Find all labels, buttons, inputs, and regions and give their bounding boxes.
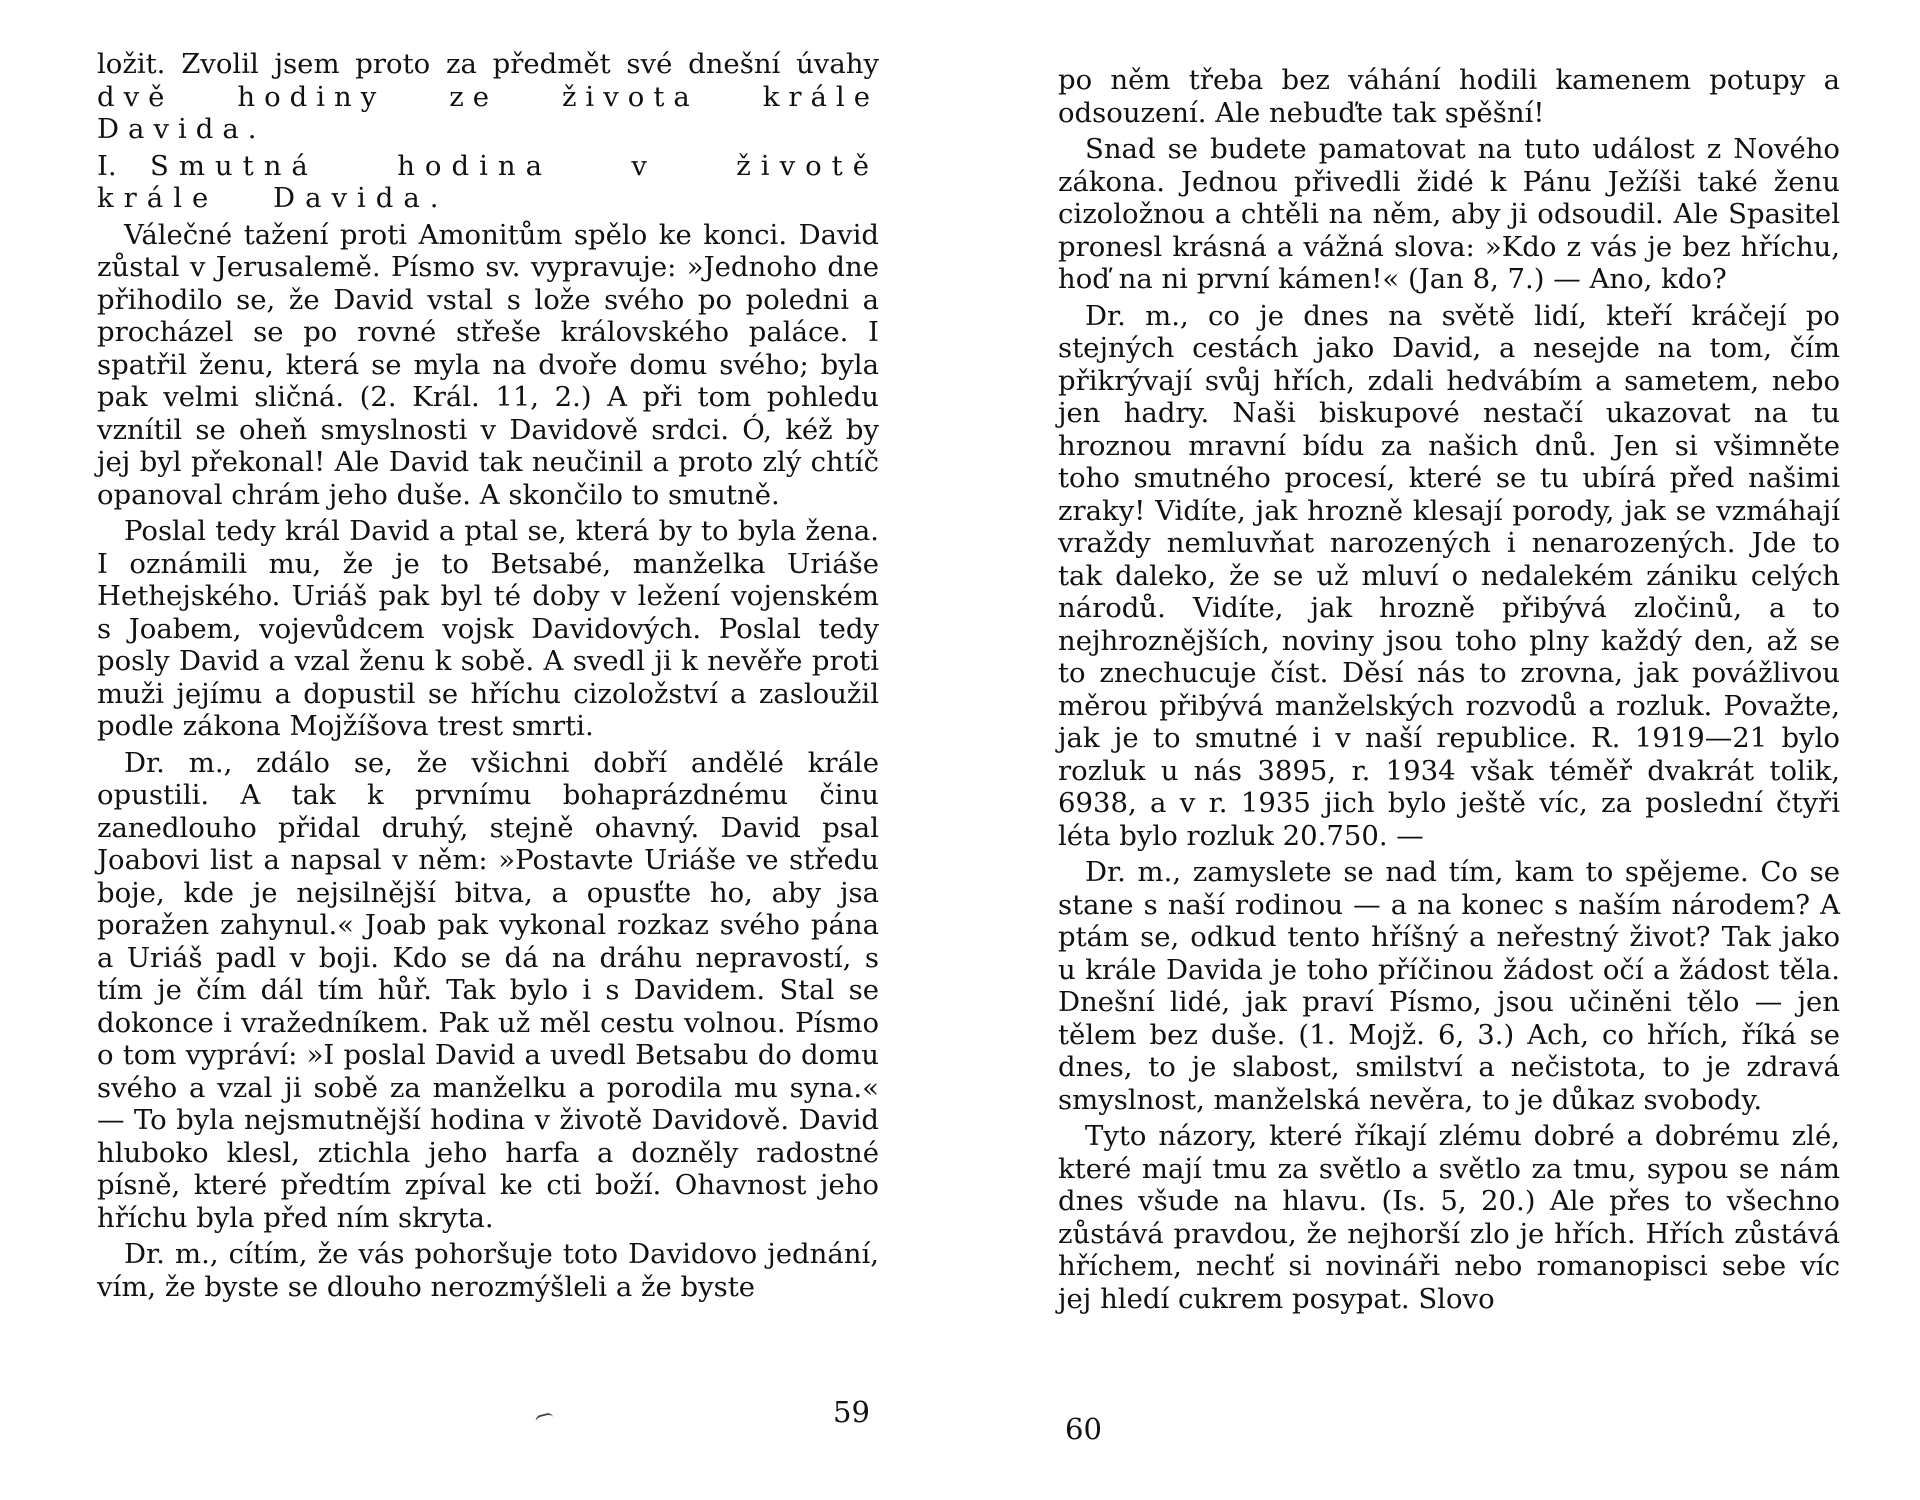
- section-heading-number: I.: [97, 149, 117, 182]
- section-heading-text: Smutná hodina v životě krále Davida.: [97, 149, 879, 214]
- right-paragraph: Snad se budete pamatovat na tuto událost z Nového zákona. Jednou přivedli židé k Pánu Ježíši také ženu cizoložnou a chtěli na něm, aby ji odsoudil. Ale Spasitel pronesl krásná a vážná slova: »Kdo z vás je bez hříchu, hoď na ni první kámen!« (Jan 8, 7.) — Ano, kdo?: [1058, 133, 1840, 295]
- section-heading: [97, 150, 879, 215]
- left-text-column: [97, 48, 879, 1307]
- right-opening-paragraph: po něm třeba bez váhání hodili kamenem potupy a odsouzení. Ale nebuďte tak spěšní!: [1058, 64, 1840, 129]
- left-paragraph: Válečné tažení proti Amonitům spělo ke konci. David zůstal v Jerusalemě. Písmo sv. vypravuje: »Jednoho dne přihodilo se, že David vstal s lože svého po poledni a procházel se po rovné střeše královského paláce. I spatřil ženu, která se myla na dvoře domu svého; byla pak velmi sličná. (2. Král. 11, 2.) A při tom pohledu vznítil se oheň smyslnosti v Davidově srdci. Ó, kéž by jej byl překonal! Ale David tak neučinil a proto zlý chtíč opanoval chrám jeho duše. A skončilo to smutně.: [97, 218, 879, 511]
- left-paragraph: Dr. m., cítím, že vás pohoršuje toto Davidovo jednání, vím, že byste se dlouho nerozmýšleli a že byste: [97, 1238, 879, 1303]
- left-opening-line: [97, 48, 879, 146]
- left-spaced-phrase: dvě hodiny ze života krále Davida.: [97, 80, 879, 145]
- right-paragraph: Dr. m., co je dnes na světě lidí, kteří kráčejí po stejných cestách jako David, a nesejde na tom, čím přikrývají svůj hřích, zdali hedvábím a sametem, nebo jen hadry. Naši biskupové nestačí ukazovat na tu hroznou mravní bídu za našich dnů. Jen si všimněte toho smutného procesí, které se tu ubírá před našimi zraky! Vidíte, jak hrozně klesají porody, jak se vzmáhají vraždy nemluvňat narozených i nenarozených. Jde to tak daleko, že se už mluví o nedalekém zániku celých národů. Vidíte, jak hrozně přibývá zločinů, a to nejhroznějších, noviny jsou toho plny každý den, až se to znechucuje číst. Děsí nás to zrovna, jak povážlivou měrou přibývá manželských rozvodů a rozluk. Považte, jak je to smutné i v naší republice. R. 1919—21 bylo rozluk u nás 3895, r. 1934 však téměř dvakrát tolik, 6938, a v r. 1935 jich bylo ještě víc, za poslední čtyři léta bylo rozluk 20.750. —: [1058, 299, 1840, 852]
- right-paragraph: Dr. m., zamyslete se nad tím, kam to spějeme. Co se stane s naší rodinou — a na konec s naším národem? A ptám se, odkud tento hříšný a neřestný život? Tak jako u krále Davida je toho příčinou žádost očí a žádost těla. Dnešní lidé, jak praví Písmo, jsou učiněni tělo — jen tělem bez duše. (1. Mojž. 6, 3.) Ach, co hřích, říká se dnes, to je slabost, smilství a nečistota, to je zdravá smyslnost, manželská nevěra, to je důkaz svobody.: [1058, 856, 1840, 1116]
- left-opening-text: ložit. Zvolil jsem proto za předmět své dnešní úvahy: [97, 48, 879, 80]
- right-paragraph: Tyto názory, které říkají zlému dobré a dobrému zlé, které mají tmu za světlo a světlo za tmu, sypou se nám dnes všude na hlavu. (Is. 5, 20.) Ale přes to všechno zůstává pravdou, že nejhorší zlo je hřích. Hřích zůstává hříchem, nechť si novináři nebo romanopisci sebe víc jej hledí cukrem posypat. Slovo: [1058, 1120, 1840, 1315]
- right-text-column: [1058, 64, 1840, 1319]
- left-paragraph: Dr. m., zdálo se, že všichni dobří andělé krále opustili. A tak k prvnímu bohaprázdnému činu zanedlouho přidal druhý, stejně ohavný. David psal Joabovi list a napsal v něm: »Postavte Uriáše ve středu boje, kde je nejsilnější bitva, a opusťte ho, aby jsa poražen zahynul.« Joab pak vykonal rozkaz svého pána a Uriáš padl v boji. Kdo se dá na dráhu nepravostí, s tím je čím dál tím hůř. Tak bylo i s Davidem. Stal se dokonce i vražedníkem. Pak už měl cestu volnou. Písmo o tom vypráví: »I poslal David a uvedl Betsabu do domu svého a vzal ji sobě za manželku a porodila mu syna.« — To byla nejsmutnější hodina v životě Davidově. David hluboko klesl, ztichla jeho harfa a dozněly radostné písně, které předtím zpíval ke cti boží. Ohavnost jeho hříchu byla před ním skryta.: [97, 746, 879, 1234]
- right-page-number: 60: [1065, 1412, 1102, 1446]
- scan-artifact-mark: [535, 1412, 554, 1422]
- left-paragraph: Poslal tedy král David a ptal se, která by to byla žena. I oznámili mu, že je to Betsabé, manželka Uriáše Hethejského. Uriáš pak byl té doby v ležení vojenském s Joabem, vojevůdcem vojsk Davidových. Poslal tedy posly David a vzal ženu k sobě. A svedl ji k nevěře proti muži jejímu a dopustil se hříchu cizoložství a zasloužil podle zákona Mojžíšova trest smrti.: [97, 515, 879, 742]
- left-page-number: 59: [833, 1395, 870, 1429]
